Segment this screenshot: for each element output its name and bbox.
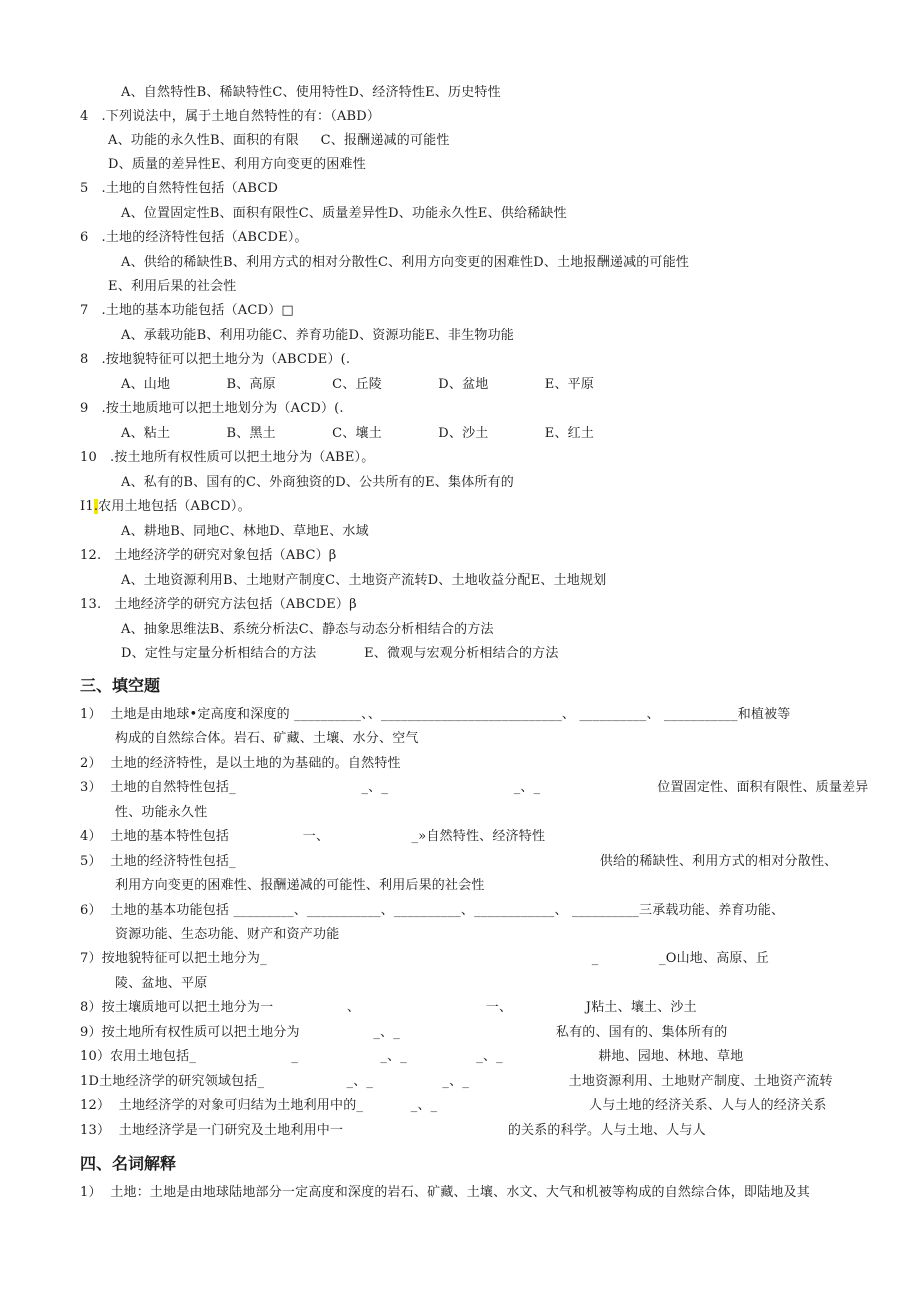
- fill-line: 10）农用土地包括_ _ _、_ _、_ 耕地、园地、林地、草地: [80, 1049, 744, 1064]
- question-line: 7 .土地的基本功能包括（ACD）□: [80, 303, 294, 318]
- fill-line: 资源功能、生态功能、财产和资产功能: [115, 927, 340, 942]
- fill-line: 13） 土地经济学是一门研究及土地利用中一 的关系的科学。人与土地、人与人: [80, 1123, 706, 1138]
- question-number: I1: [80, 499, 94, 514]
- question-line: 4 .下列说法中，属于土地自然特性的有：（ABD）: [80, 109, 381, 124]
- option-line: A、抽象思维法B、系统分析法C、静态与动态分析相结合的方法: [121, 622, 494, 637]
- option-line: A、私有的B、国有的C、外商独资的D、公共所有的E、集体所有的: [121, 475, 515, 490]
- section-heading-fill-in: 三、填空题: [80, 676, 161, 695]
- option-line: A、承载功能B、利用功能C、养育功能D、资源功能E、非生物功能: [121, 328, 515, 343]
- fill-line: 7）按地貌特征可以把土地分为_ _ _O山地、高原、丘: [80, 951, 770, 966]
- fill-line: 陵、盆地、平原: [115, 976, 208, 991]
- question-line: 12. 土地经济学的研究对象包括（ABC）β: [80, 548, 337, 563]
- question-line: 5 .土地的自然特性包括（ABCD: [80, 181, 279, 196]
- question-line: 8 .按地貌特征可以把土地分为（ABCDE）(.: [80, 352, 351, 367]
- fill-line: 构成的自然综合体。岩石、矿藏、土壤、水分、空气: [115, 731, 419, 746]
- fill-line: 9）按土地所有权性质可以把土地分为 _、_ 私有的、国有的、集体所有的: [80, 1025, 728, 1040]
- option-line: A、位置固定性B、面积有限性C、质量差异性D、功能永久性E、供给稀缺性: [121, 206, 567, 221]
- fill-line: 1） 土地是由地球•定高度和深度的 __________、、___________________________、 __________、 ___________和植被等: [80, 707, 791, 722]
- question-line: 13. 土地经济学的研究方法包括（ABCDE）β: [80, 597, 357, 612]
- question-text: 农用土地包括（ABCD）。: [98, 499, 251, 514]
- option-line: A、粘土 B、黑土 C、壤土 D、沙土 E、红土: [121, 426, 595, 441]
- fill-line: 4） 土地的基本特性包括 一、 _»自然特性、经济特性: [80, 829, 546, 844]
- option-line: E、利用后果的社会性: [108, 279, 237, 294]
- option-line: D、质量的差异性E、利用方向变更的困难性: [108, 157, 366, 172]
- question-line: 9 .按土地质地可以把土地划分为（ACD）(.: [80, 401, 344, 416]
- highlight-mark: .: [93, 499, 99, 514]
- option-line: A、山地 B、高原 C、丘陵 D、盆地 E、平原: [121, 377, 595, 392]
- question-line-11: [80, 498, 251, 516]
- question-line: 6 .土地的经济特性包括（ABCDE）。: [80, 230, 308, 245]
- fill-line: 12） 土地经济学的对象可归结为土地利用中的_ _、_ 人与土地的经济关系、人与人的经济关系: [80, 1098, 827, 1113]
- option-line: A、供给的稀缺性B、利用方式的相对分散性C、利用方向变更的困难性D、土地报酬递减的可能性: [121, 255, 690, 270]
- fill-line: 3） 土地的自然特性包括_ _、_ _、_ 位置固定性、面积有限性、质量差异: [80, 780, 869, 795]
- option-line: A、土地资源利用B、土地财产制度C、土地资产流转D、土地收益分配E、土地规划: [121, 573, 607, 588]
- question-line: 10 .按土地所有权性质可以把土地分为（ABE）。: [80, 450, 375, 465]
- fill-line: 利用方向变更的困难性、报酬递减的可能性、利用后果的社会性: [115, 878, 485, 893]
- fill-line: 5） 土地的经济特性包括_ 供给的稀缺性、利用方式的相对分散性、: [80, 854, 838, 869]
- fill-line: 6） 土地的基本功能包括 _________、___________、__________、____________、 __________三承载功能、养育功能、: [80, 903, 785, 918]
- fill-line: 8）按土壤质地可以把土地分为一 、 一、 J粘土、壤土、沙土: [80, 1000, 697, 1015]
- option-line: A、耕地B、同地C、林地D、草地E、水域: [121, 524, 369, 539]
- section-heading-definitions: 四、名词解释: [80, 1154, 177, 1173]
- option-line: A、自然特性B、稀缺特性C、使用特性D、经济特性E、历史特性: [121, 85, 501, 100]
- option-line: D、定性与定量分析相结合的方法 E、微观与宏观分析相结合的方法: [121, 646, 559, 661]
- definition-line: 1） 土地：土地是由地球陆地部分一定高度和深度的岩石、矿藏、土壤、水文、大气和机被等构成的自然综合体，即陆地及其: [80, 1185, 810, 1200]
- fill-line: 1D土地经济学的研究领域包括_ _、_ _、_ 土地资源利用、土地财产制度、土地资产流转: [80, 1074, 833, 1089]
- fill-line: 性、功能永久性: [115, 805, 208, 820]
- option-line: A、功能的永久性B、面积的有限 C、报酬递减的可能性: [108, 133, 450, 148]
- fill-line: 2） 土地的经济特性，是以土地的为基础的。自然特性: [80, 756, 401, 771]
